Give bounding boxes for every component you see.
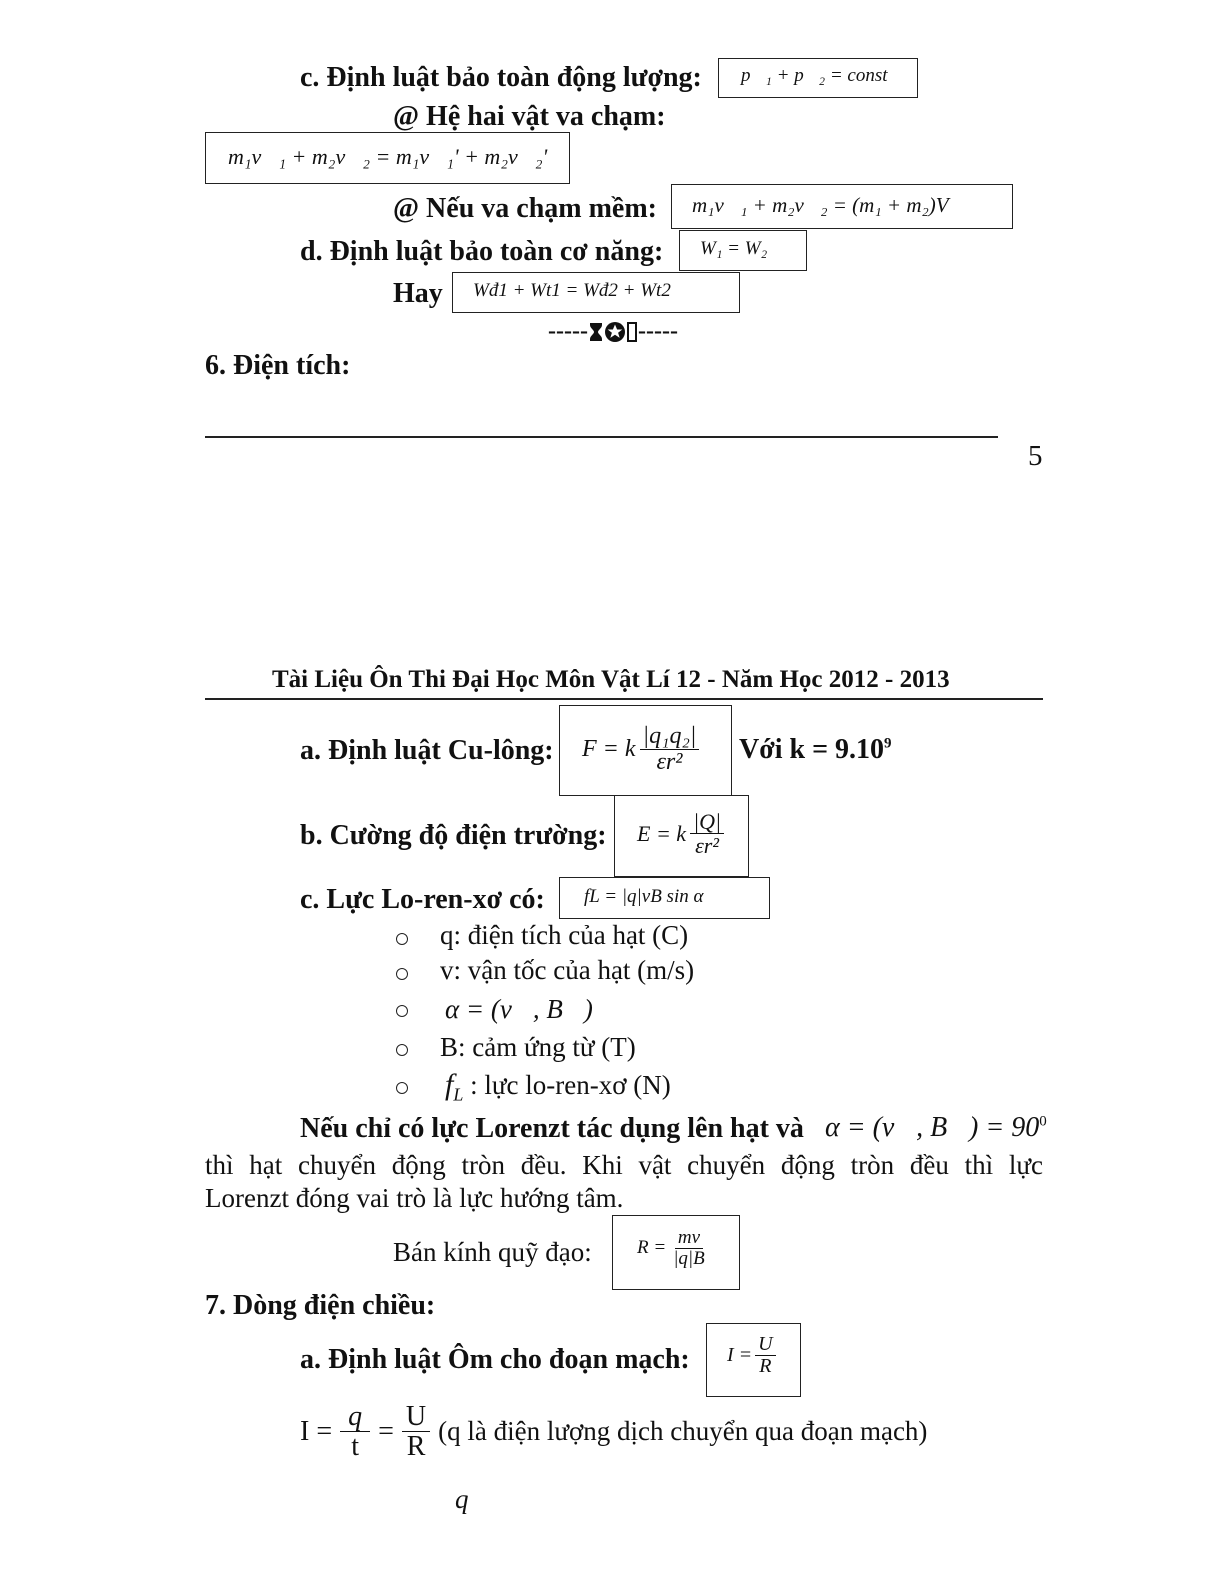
ohm-law-heading: a. Định luật Ôm cho đoạn mạch: bbox=[300, 1344, 690, 1375]
coulomb-formula-lhs: F = k bbox=[582, 736, 636, 763]
current-lhs: I = bbox=[300, 1415, 333, 1447]
momentum-formula: p⃗₁ + p⃗₂ = const bbox=[741, 65, 888, 86]
lorentz-item-charge: q: điện tích của hạt (C) bbox=[440, 920, 689, 950]
coulomb-fraction bbox=[640, 724, 700, 775]
radius-fraction bbox=[670, 1228, 708, 1269]
kinetic-potential-formula: Wđ1 + Wt1 = Wđ2 + Wt2 bbox=[473, 280, 671, 301]
radius-label: Bán kính quỹ đạo: bbox=[393, 1237, 592, 1267]
collision-formula-box bbox=[205, 132, 570, 184]
energy-formula-box bbox=[679, 230, 807, 271]
lorentz-condition-formula bbox=[825, 1112, 1047, 1144]
lorentz-item-force bbox=[445, 1068, 671, 1105]
current-den-t: t bbox=[351, 1431, 360, 1463]
bullet-circle-icon bbox=[396, 933, 408, 945]
paragraph-line-3: Lorenzt đóng vai trò là lực hướng tâm. bbox=[205, 1183, 624, 1213]
star-circle-icon bbox=[604, 321, 626, 343]
current-note: (q là điện lượng dịch chuyển qua đoạn mạch) bbox=[438, 1416, 928, 1447]
soft-collision-heading: @ Nếu va chạm mềm: bbox=[393, 193, 657, 224]
fl-symbol: f bbox=[445, 1068, 454, 1101]
ohm-fraction bbox=[755, 1334, 775, 1377]
field-numerator: |Q| bbox=[690, 810, 724, 834]
coulomb-numerator: |q₁q₂| bbox=[640, 724, 700, 750]
fl-subscript: L bbox=[453, 1084, 464, 1105]
divider-dashes-right: ----- bbox=[637, 318, 678, 344]
current-den-r: R bbox=[406, 1431, 426, 1463]
bullet-circle-icon bbox=[396, 1044, 408, 1056]
lorentz-formula: fL = |q|vB sin α bbox=[584, 886, 704, 907]
hay-label: Hay bbox=[393, 278, 443, 309]
current-num-q: q bbox=[340, 1402, 370, 1432]
radius-numerator: mv bbox=[675, 1228, 703, 1249]
ornament-divider bbox=[548, 318, 678, 345]
ohm-lhs: I = bbox=[727, 1344, 753, 1366]
momentum-conservation-heading: c. Định luật bảo toàn động lượng: bbox=[300, 62, 702, 93]
bullet-circle-icon bbox=[396, 1005, 408, 1017]
coulomb-constant-text: Với k = 9.10 bbox=[739, 734, 885, 765]
ohm-formula-box bbox=[706, 1323, 801, 1397]
lorentz-formula-box bbox=[559, 877, 770, 919]
footer-rule bbox=[205, 436, 998, 438]
coulomb-constant-exponent: 9 bbox=[884, 735, 892, 752]
electric-field-formula-box bbox=[614, 795, 749, 877]
field-denominator: εr² bbox=[695, 833, 719, 859]
hourglass-icon bbox=[588, 321, 604, 343]
energy-formula: W₁ = W₂ bbox=[700, 238, 768, 259]
equals-sign: = bbox=[378, 1415, 394, 1447]
lorentz-item-field: B: cảm ứng từ (T) bbox=[440, 1032, 636, 1062]
section-7-heading: 7. Dòng điện chiều: bbox=[205, 1290, 436, 1321]
collision-heading: @ Hệ hai vật va chạm: bbox=[393, 101, 666, 132]
divider-dashes-left: ----- bbox=[548, 318, 588, 344]
lorentz-heading: c. Lực Lo-ren-xơ có: bbox=[300, 884, 545, 915]
radius-lhs: R = bbox=[637, 1237, 667, 1259]
current-fraction-q-t bbox=[340, 1402, 370, 1462]
coulomb-denominator: εr² bbox=[656, 749, 683, 776]
electric-field-heading: b. Cường độ điện trường: bbox=[300, 820, 607, 851]
coulomb-formula-box bbox=[559, 705, 732, 796]
collision-formula: m₁v⃗₁ + m₂v⃗₂ = m₁v⃗₁' + m₂v⃗₂' bbox=[228, 144, 548, 169]
coulomb-constant-note bbox=[739, 734, 892, 766]
page-number: 5 bbox=[1028, 440, 1043, 472]
condition-formula-exponent: 0 bbox=[1039, 1113, 1047, 1130]
soft-collision-formula: m₁v⃗₁ + m₂v⃗₂ = (m₁ + m₂)V⃗ bbox=[692, 193, 965, 217]
coulomb-formula bbox=[582, 724, 699, 775]
ohm-denominator: R bbox=[759, 1355, 772, 1377]
lorentz-item-angle: α = (v⃗, B⃗) bbox=[445, 994, 593, 1024]
bullet-circle-icon bbox=[396, 1082, 408, 1094]
paragraph-line-2: thì hạt chuyển động tròn đều. Khi vật chuyển động tròn đều thì lực bbox=[205, 1150, 1043, 1180]
bullet-circle-icon bbox=[396, 968, 408, 980]
lorentz-condition-bold: Nếu chỉ có lực Lorenzt tác dụng lên hạt và bbox=[300, 1113, 804, 1144]
electric-field-formula bbox=[637, 810, 724, 857]
kinetic-potential-formula-box bbox=[452, 272, 740, 313]
ohm-numerator: U bbox=[755, 1334, 775, 1356]
condition-formula-text: α = (v⃗, B⃗) = 90 bbox=[825, 1112, 1040, 1143]
rectangle-glyph-icon bbox=[626, 321, 638, 343]
radius-denominator: |q|B bbox=[673, 1247, 705, 1269]
lorentz-item-velocity: v: vận tốc của hạt (m/s) bbox=[440, 955, 695, 985]
page-header-title: Tài Liệu Ôn Thi Đại Học Môn Vật Lí 12 - Năm Học 2012 - 2013 bbox=[272, 666, 950, 693]
section-6-heading: 6. Điện tích: bbox=[205, 350, 351, 381]
coulomb-law-heading: a. Định luật Cu-lông: bbox=[300, 735, 554, 766]
fl-description: : lực lo-ren-xơ (N) bbox=[470, 1070, 671, 1100]
ohm-formula bbox=[727, 1334, 776, 1377]
field-fraction bbox=[690, 810, 724, 857]
current-formula-line bbox=[300, 1402, 927, 1462]
energy-conservation-heading: d. Định luật bảo toàn cơ năng: bbox=[300, 236, 664, 267]
current-fraction-u-r bbox=[402, 1402, 430, 1462]
cut-off-formula-fragment: q bbox=[455, 1484, 469, 1514]
field-formula-lhs: E = k bbox=[637, 820, 687, 846]
momentum-formula-box bbox=[718, 58, 918, 98]
current-num-u: U bbox=[402, 1402, 430, 1432]
radius-formula bbox=[637, 1228, 708, 1269]
header-rule bbox=[205, 698, 1043, 700]
radius-formula-box bbox=[612, 1215, 740, 1290]
soft-collision-formula-box bbox=[671, 184, 1013, 229]
